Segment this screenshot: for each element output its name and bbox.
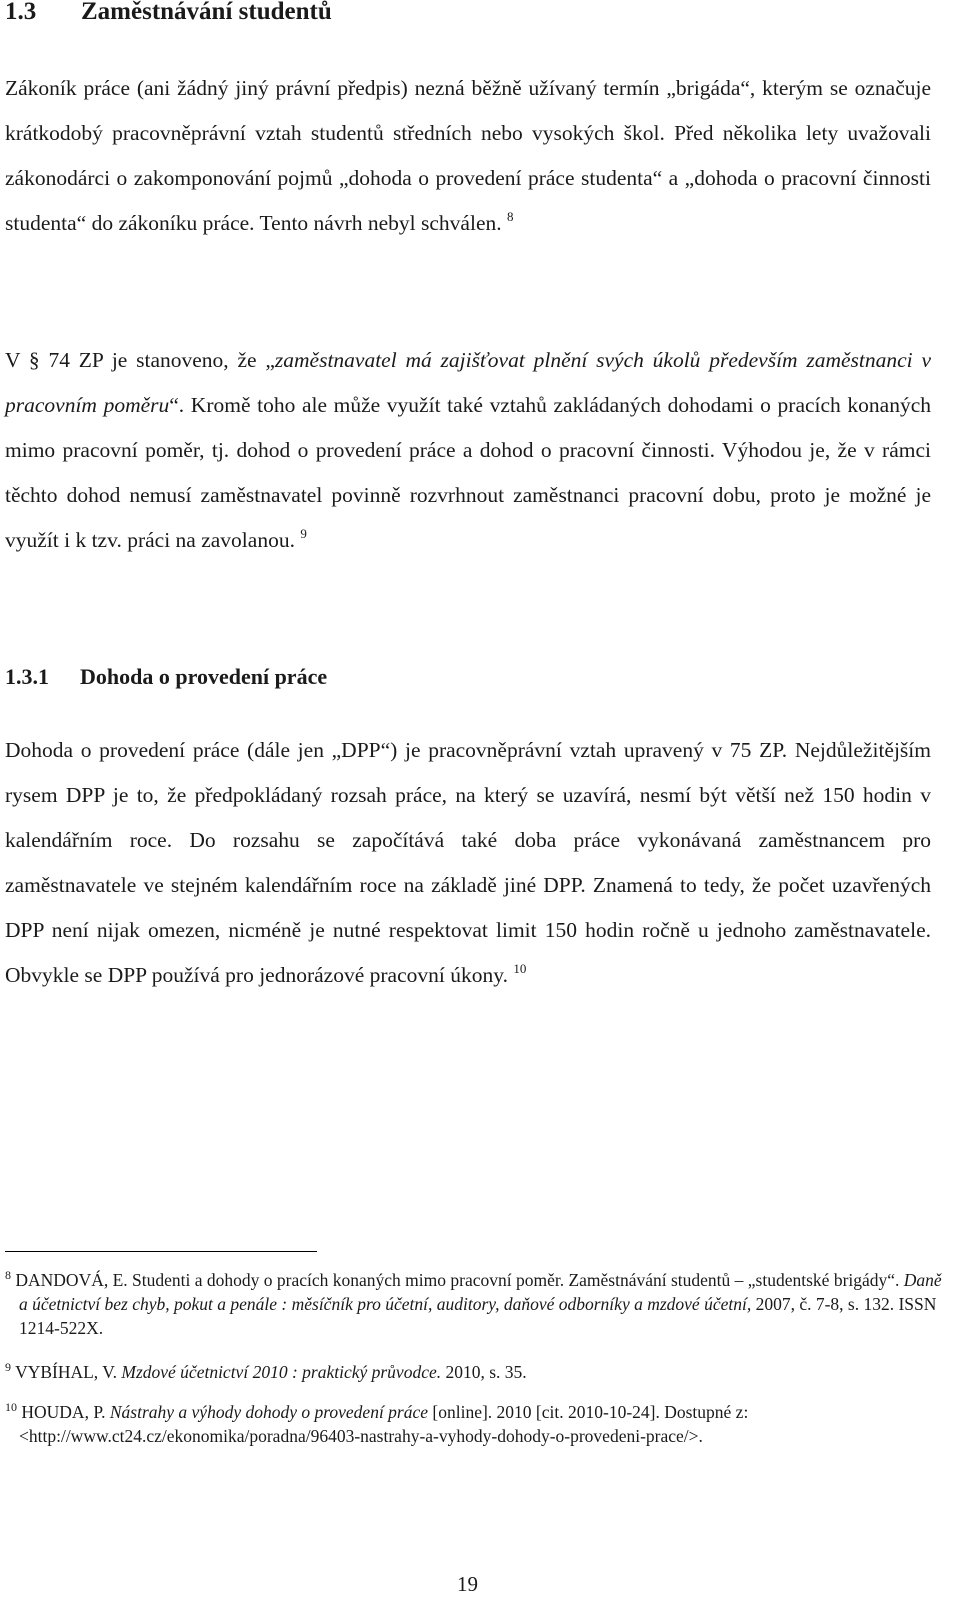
section-heading: [5, 0, 332, 26]
footnote-8-number: 8: [5, 1268, 11, 1282]
paragraph-2-quote: zaměstnavatel má zajišťovat plnění svých úkolů především zaměstnanci v pracovním poměru: [5, 348, 931, 417]
footnote-ref-9: 9: [300, 526, 307, 541]
paragraph-3-text: Dohoda o provedení práce (dále jen „DPP“) je pracovněprávní vztah upravený v 75 ZP. Nejdůležitějším rysem DPP je to, že předpokládaný rozsah práce, na který se uzavírá, nesmí být větší než 150 hodin v kalendářním roce. Do rozsahu se započítává také doba práce vykonávaná zaměstnancem pro zaměstnavatele ve stejném kalendářním roce na základě jiné DPP. Znamená to tedy, že počet uzavřených DPP není nijak omezen, nicméně je nutné respektovat limit 150 hodin ročně u jednoho zaměstnavatele. Obvykle se DPP používá pro jednorázové pracovní úkony.: [5, 738, 931, 987]
paragraph-1-text: Zákoník práce (ani žádný jiný právní předpis) nezná běžně užívaný termín „brigáda“, kterým se označuje krátkodobý pracovněprávní vztah studentů středních nebo vysokých škol. Před několika lety uvažovali zákonodárci o zakomponování pojmů „dohoda o provedení práce studenta“ a „dohoda o pracovní činnosti studenta“ do zákoníku práce. Tento návrh nebyl schválen.: [5, 76, 931, 235]
paragraph-2-text-b: “. Kromě toho ale může využít také vztahů zakládaných dohodami o pracích konaných mimo pracovní poměr, tj. dohod o provedení práce a dohod o pracovní činnosti. Výhodou je, že v rámci těchto dohod nemusí zaměstnavatel povinně rozvrhnout zaměstnanci pracovní dobu, proto je možné je využít i k tzv. práci na zavolanou.: [5, 393, 932, 552]
footnote-ref-10: 10: [513, 961, 527, 976]
footnote-8: [5, 1268, 945, 1340]
subsection-heading: [5, 664, 327, 690]
paragraph-1: [5, 66, 931, 246]
footnote-10-text-b: [online]. 2010 [cit. 2010-10-24]. Dostupné z: <http://www.ct24.cz/ekonomika/poradna/96403-nastrahy-a-vyhody-dohody-o-provedeni-prace/>.: [19, 1402, 749, 1446]
paragraph-2-text-a: V § 74 ZP je stanoveno, že „: [5, 348, 275, 372]
footnote-10-title: Nástrahy a výhody dohody o provedení práce: [109, 1402, 429, 1422]
footnote-9-text-b: 2010, s. 35.: [441, 1362, 527, 1382]
footnote-9-number: 9: [5, 1360, 11, 1374]
footnote-8-text-a: DANDOVÁ, E. Studenti a dohody o pracích konaných mimo pracovní poměr. Zaměstnávání studentů – „studentské brigády“.: [15, 1270, 904, 1290]
paragraph-2: [5, 338, 931, 563]
footnote-8-title: Daně a účetnictví bez chyb, pokut a penále : měsíčník pro účetní, auditory, daňové odborníky a mzdové účetní,: [19, 1270, 942, 1314]
footnote-10-number: 10: [5, 1400, 17, 1414]
footnote-divider: [5, 1251, 317, 1252]
footnote-9: [5, 1360, 945, 1384]
subsection-number: 1.3.1: [5, 664, 49, 689]
footnote-9-text-a: VYBÍHAL, V.: [15, 1362, 122, 1382]
footnote-ref-8: 8: [507, 209, 514, 224]
paragraph-3: [5, 728, 931, 998]
footnote-10: [5, 1400, 945, 1448]
footnote-10-text-a: HOUDA, P.: [21, 1402, 110, 1422]
footnote-8-text-b: 2007, č. 7-8, s. 132. ISSN 1214-522X.: [19, 1294, 937, 1338]
section-title: Zaměstnávání studentů: [81, 0, 332, 25]
footnote-9-title: Mzdové účetnictví 2010 : praktický průvodce.: [121, 1362, 442, 1382]
subsection-title: Dohoda o provedení práce: [80, 664, 328, 689]
section-number: 1.3: [5, 0, 37, 25]
page-number: 19: [457, 1572, 478, 1596]
